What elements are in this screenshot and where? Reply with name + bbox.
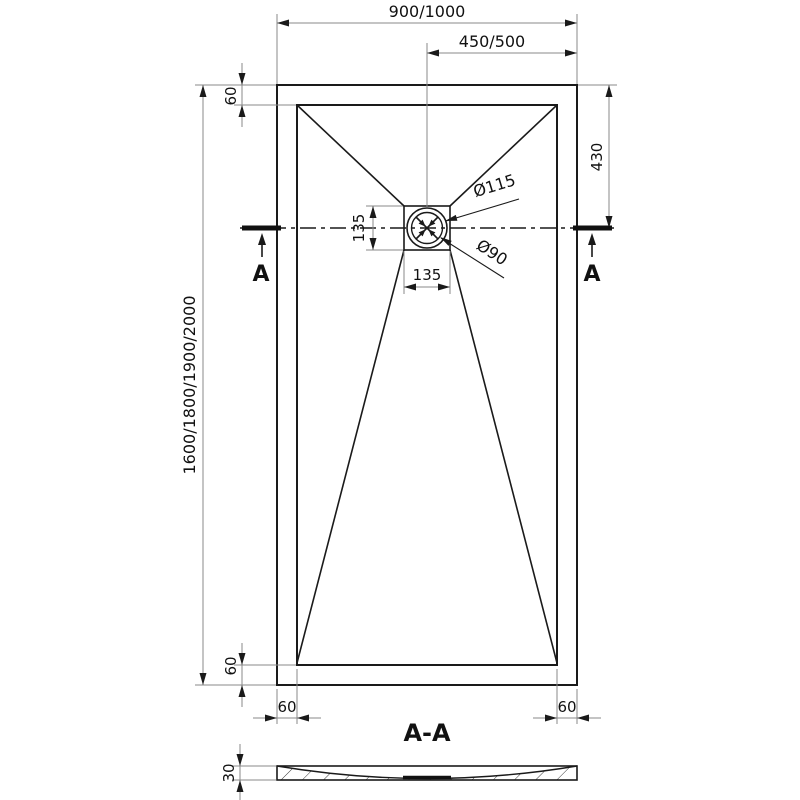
- drain-outer-diameter-label: Ø115: [470, 170, 518, 202]
- slope-line-top-left: [297, 105, 404, 206]
- dim-drain-from-top-label: 430: [588, 142, 606, 172]
- section-marker-right: [573, 228, 612, 287]
- dim-drain-box-width: [404, 266, 450, 291]
- extension-lines: [195, 14, 617, 724]
- dim-overall-width: [277, 2, 577, 27]
- section-marker-left: [242, 228, 281, 287]
- dim-drain-box-height: [350, 206, 377, 250]
- dim-overall-length: [180, 85, 207, 685]
- top-view: [180, 2, 617, 724]
- dim-rim-left: [253, 698, 321, 722]
- dim-rim-bottom: [222, 643, 246, 707]
- dim-thickness-label: 30: [220, 763, 238, 783]
- slope-line-bottom-right: [450, 250, 557, 663]
- section-label-left: A: [252, 262, 270, 287]
- dim-thickness: [220, 744, 276, 800]
- section-label-right: A: [583, 262, 601, 287]
- dim-overall-width-label: 900/1000: [388, 2, 466, 21]
- dim-drain-box-height-label: 135: [350, 213, 368, 243]
- dim-rim-top-label: 60: [222, 86, 240, 106]
- leader-drain-inner-diameter: [440, 235, 511, 278]
- drain-inner-diameter-label: Ø90: [473, 235, 511, 270]
- dim-drain-box-width-label: 135: [412, 266, 442, 284]
- leader-drain-outer-diameter: [445, 170, 519, 221]
- dim-rim-left-label: 60: [277, 698, 297, 716]
- dim-overall-length-label: 1600/1800/1900/2000: [180, 295, 199, 475]
- dim-rim-bottom-label: 60: [222, 656, 240, 676]
- dim-drain-from-top: [588, 85, 613, 228]
- dim-rim-right: [533, 698, 601, 722]
- section-view: [220, 719, 577, 800]
- dim-rim-top: [222, 63, 246, 127]
- section-profile: [277, 766, 577, 780]
- dim-rim-right-label: 60: [557, 698, 577, 716]
- slope-line-bottom-left: [297, 250, 404, 663]
- section-title: A-A: [403, 719, 451, 747]
- dim-drain-from-right: [427, 32, 577, 57]
- dim-drain-from-right-label: 450/500: [458, 32, 526, 51]
